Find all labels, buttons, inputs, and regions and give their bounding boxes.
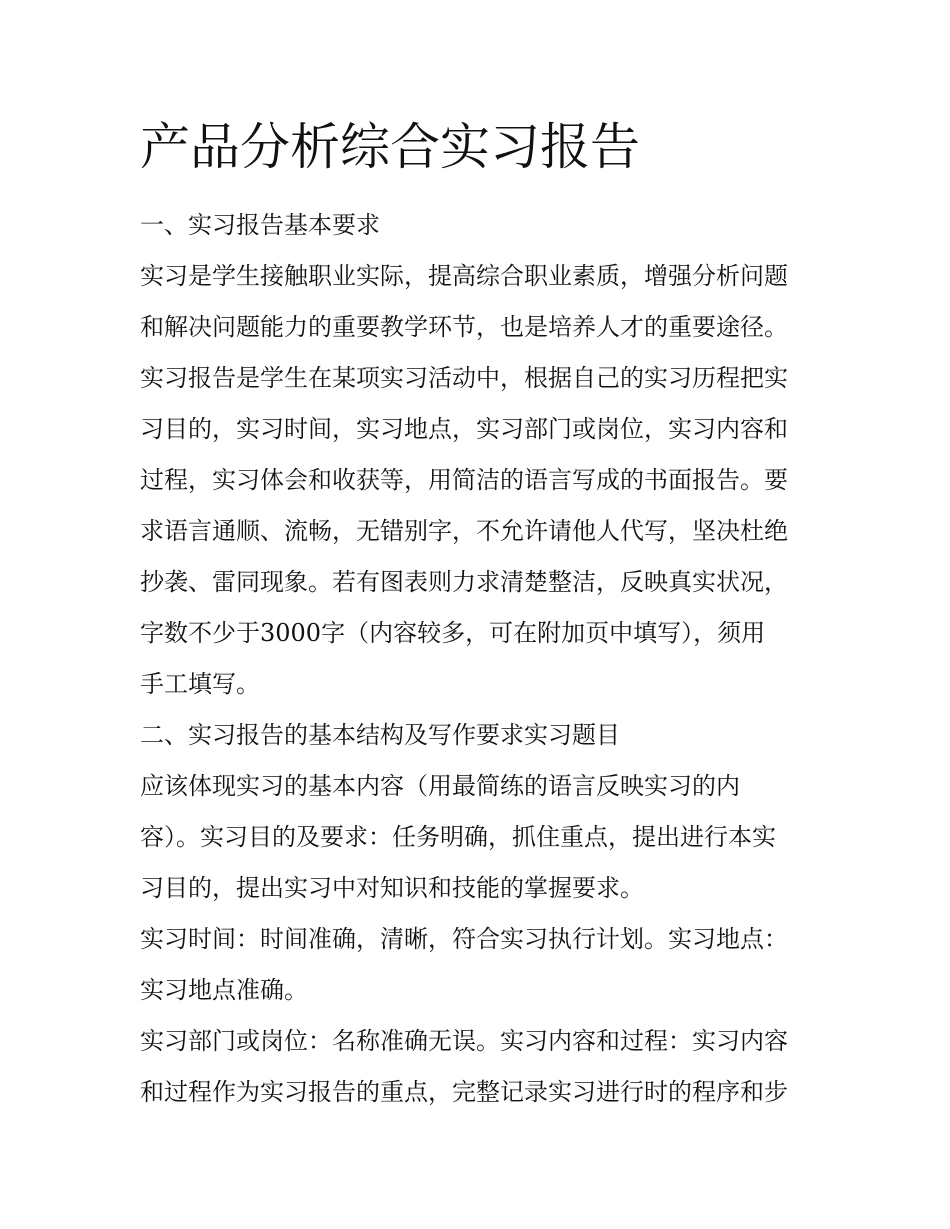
document-title: 产品分析综合实习报告 <box>140 118 640 176</box>
document-page <box>140 112 820 1118</box>
text-line: 实习报告是学生在某项实习活动中，根据自己的实习历程把实 <box>140 364 788 392</box>
text-line: 和过程作为实习报告的重点，完整记录实习进行时的程序和步 <box>140 1078 788 1106</box>
text-line: 和解决问题能力的重要教学环节，也是培养人才的重要途径。 <box>140 313 788 341</box>
text-line: 手工填写。 <box>140 670 260 698</box>
text-line: 过程，实习体会和收获等，用简洁的语言写成的书面报告。要 <box>140 466 788 494</box>
text-line: 实习地点准确。 <box>140 976 308 1004</box>
text-line: 容）。实习目的及要求：任务明确，抓住重点，提出进行本实 <box>140 823 776 851</box>
text-line: 实习是学生接触职业实际，提高综合职业素质，增强分析问题 <box>140 262 788 290</box>
text-line: 求语言通顺、流畅，无错别字，不允许请他人代写，坚决杜绝 <box>140 517 788 545</box>
section-heading-2: 二、实习报告的基本结构及写作要求实习题目 <box>140 721 620 749</box>
text-line: 实习时间：时间准确，清晰，符合实习执行计划。实习地点： <box>140 925 788 953</box>
text-line: 实习部门或岗位：名称准确无误。实习内容和过程：实习内容 <box>140 1027 788 1055</box>
section-heading-1: 一、实习报告基本要求 <box>140 211 380 239</box>
text-line: 抄袭、雷同现象。若有图表则力求清楚整洁，反映真实状况， <box>140 568 788 596</box>
text-line: 字数不少于3000字（内容较多，可在附加页中填写），须用 <box>140 619 766 647</box>
text-line: 习目的，提出实习中对知识和技能的掌握要求。 <box>140 874 644 902</box>
text-line: 应该体现实习的基本内容（用最简练的语言反映实习的内 <box>140 772 740 800</box>
text-line: 习目的，实习时间，实习地点，实习部门或岗位，实习内容和 <box>140 415 788 443</box>
